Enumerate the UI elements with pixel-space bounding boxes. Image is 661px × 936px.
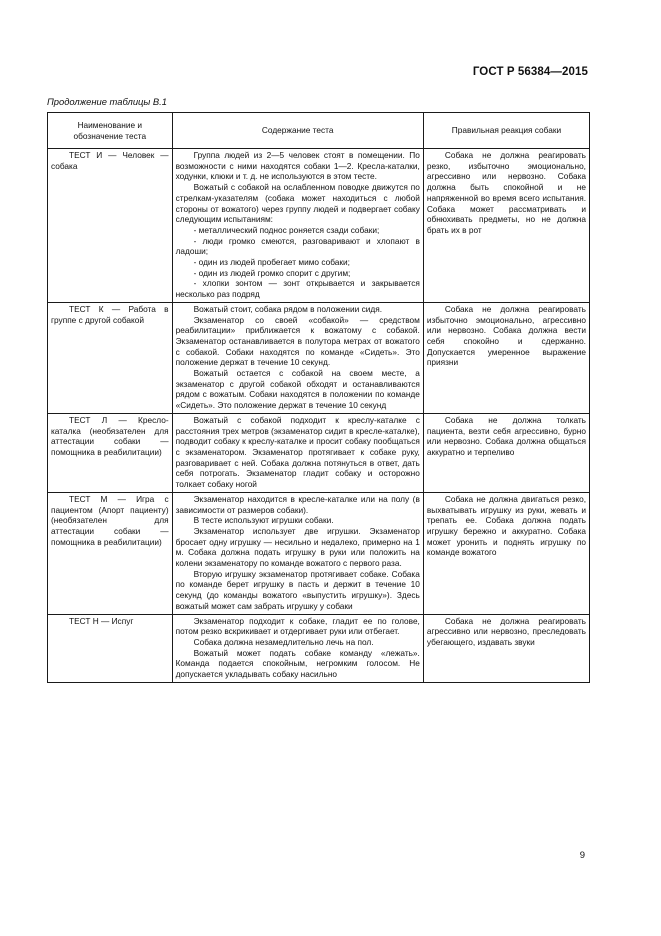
content-paragraph: Вожатый с собакой подходит к креслу-каталке с расстояния трех метров (экзаменатор сидит в кресле-каталке), подводит собаку к креслу-каталке и просит собаку пообщаться с экзаменатором. Экзаменатор протягивает к собаке руку, разговаривает с ней. Собака должна потянуться в ответ, дать себя потрогать. Экзаменатор гладит собаку и осторожно толкает собаку ногой: [175, 414, 420, 490]
test-name-cell: ТЕСТ К — Работа в группе с другой собакой: [48, 302, 173, 413]
content-list-item: - один из людей пробегает мимо собаки;: [193, 257, 350, 268]
test-table: [47, 112, 590, 683]
table-continuation-caption: Продолжение таблицы В.1: [47, 96, 167, 107]
content-list-item: - хлопки зонтом — зонт открывается и закрывается несколько раз подряд: [175, 278, 420, 300]
content-paragraph: Экзаменатор использует две игрушки. Экзаменатор бросает одну игрушку — несильно и недалеко, примерно на 1 м. Собака должна подать игрушку в руки или положить на колени экзаменатору по команде вожатого с первого раза.: [175, 525, 420, 569]
table-row: [48, 413, 590, 492]
table-header-row: [48, 113, 590, 149]
document-standard-header: ГОСТ Р 56384—2015: [472, 66, 588, 78]
content-paragraph: Вторую игрушку экзаменатор протягивает собаке. Собака по команде берет игрушку в пасть и держит в течение 10 секунд (до команды вожатого «выпустить игрушку»). Здесь вожатый может сам забрать игрушку у собаки: [175, 568, 420, 611]
column-header-name: Наименование и обозначение теста: [48, 113, 173, 149]
content-paragraph: Экзаменатор со своей «собакой» — средством реабилитации» приближается к вожатому с собакой. Экзаменатор останавливается в полутора метрах от вожатого с собакой. Собаки находятся по команде «Сидеть». Это положение держат в течение 10 секунд.: [175, 314, 420, 368]
test-content-cell: [172, 413, 423, 492]
content-list-item: - люди громко смеются, разговаривают и хлопают в ладоши;: [175, 235, 420, 257]
content-paragraph: В тесте используют игрушки собаки.: [193, 515, 334, 526]
test-name-cell: ТЕСТ И — Человек — собака: [48, 149, 173, 303]
content-paragraph: Вожатый стоит, собака рядом в положении сидя.: [193, 303, 383, 314]
test-content-cell: [172, 614, 423, 682]
test-content-cell: [172, 302, 423, 413]
test-name-cell: ТЕСТ М — Игра с пациентом (Апорт пациенту) (необязателен для аттестации собаки — помощника в реабилитации): [48, 492, 173, 614]
test-name-cell: ТЕСТ Л — Кресло-каталка (необязателен для аттестации собаки — помощника в реабилитации): [48, 413, 173, 492]
table-row: [48, 614, 590, 682]
reaction-cell: Собака не должна реагировать агрессивно или нервозно, преследовать убегающего, издавать звуки: [423, 614, 589, 682]
table-row: [48, 302, 590, 413]
page-number: 9: [579, 850, 585, 861]
table-row: [48, 149, 590, 303]
column-header-content: Содержание теста: [172, 113, 423, 149]
content-list-item: - металлический поднос роняется сзади собаки;: [193, 224, 380, 235]
test-content-cell: [172, 492, 423, 614]
reaction-cell: Собака не должна реагировать избыточно эмоционально, агрессивно или нервозно. Собака должна вести себя спокойно и сдержанно. Допускается умеренное выражение приязни: [423, 302, 589, 413]
table-row: [48, 492, 590, 614]
reaction-cell: Собака не должна двигаться резко, выхватывать игрушку из руки, жевать и трепать ее. Собака должна подать игрушку бережно и аккуратно. Собака может уронить и поднять игрушку по команде вожатого: [423, 492, 589, 614]
test-name-cell: ТЕСТ Н — Испуг: [48, 614, 173, 682]
content-paragraph: Группа людей из 2—5 человек стоят в помещении. По возможности с ними находятся собаки 1—2. Кресла-каталки, ходунки, клюки и т. д. не используются в этом тесте.: [175, 150, 420, 182]
column-header-reaction: Правильная реакция собаки: [423, 113, 589, 149]
content-paragraph: Вожатый остается с собакой на своем месте, а экзаменатор с другой собакой обходят и останавливаются рядом с вожатым. Собаки находятся в положении по команде «Сидеть». Это положение держат в течение 10 секунд: [175, 368, 420, 411]
content-paragraph: Экзаменатор находится в кресле-каталке или на полу (в зависимости от размеров собаки).: [175, 493, 420, 515]
reaction-cell: Собака не должна толкать пациента, везти себя агрессивно, бурно или нервозно. Собака должна общаться аккуратно и терпеливо: [423, 413, 589, 492]
content-paragraph: Вожатый с собакой на ослабленном поводке движутся по стрелкам-указателям (собака может находиться с любой стороны от вожатого) через группу людей и подвергает собаку следующим испытаниям:: [175, 182, 420, 225]
reaction-cell: Собака не должна реагировать резко, избыточно эмоционально, агрессивно или нервозно. Собака должна быть спокойной и не напряженной во время всего испытания. Собака может рассматривать и обнюхивать предметы, но не должна брать их в рот: [423, 149, 589, 303]
test-content-cell: [172, 149, 423, 303]
content-paragraph: Собака должна незамедлительно лечь на пол.: [193, 636, 374, 647]
content-paragraph: Экзаменатор подходит к собаке, гладит ее по голове, потом резко вскрикивает и отдергивает руки или отбегает.: [175, 615, 420, 637]
content-list-item: - один из людей громко спорит с другим;: [193, 267, 351, 278]
content-paragraph: Вожатый может подать собаке команду «лежать». Команда подается спокойным, негромким голосом. Не допускается укладывать собаку насильно: [175, 647, 420, 680]
